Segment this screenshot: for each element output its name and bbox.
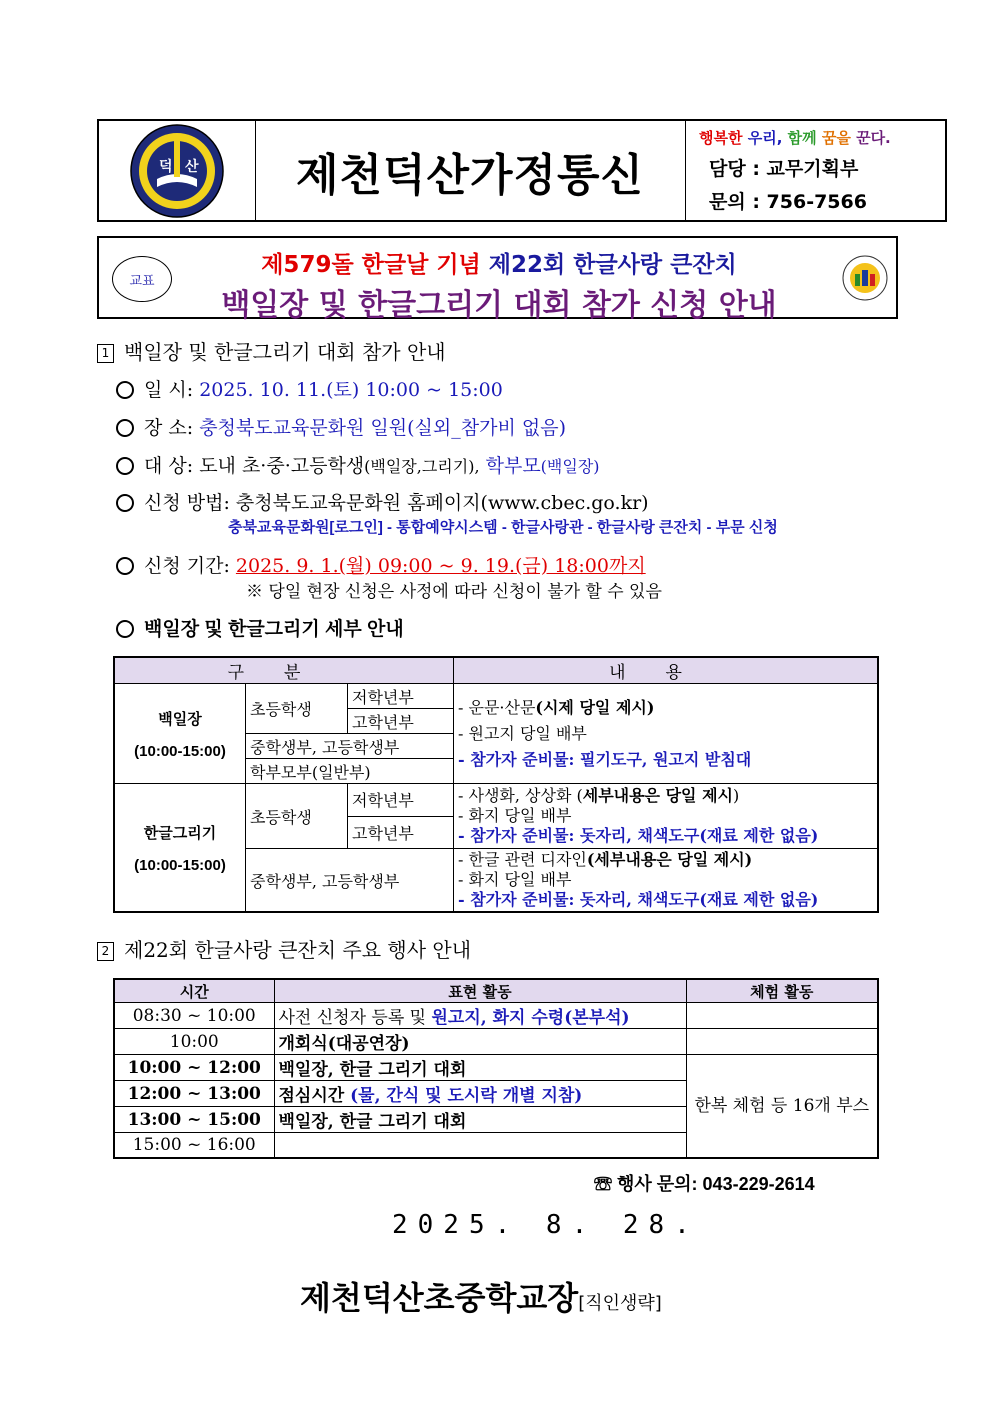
content-line: (세부내용은 당일 제시) (586, 850, 753, 869)
division-high: 고학년부 (348, 816, 454, 849)
method-label: 신청 방법: (144, 492, 230, 514)
place-line (116, 413, 566, 440)
detail-heading (116, 614, 404, 641)
bullet-circle-icon (116, 557, 134, 575)
activity-text: 사전 신청자 등록 및 (278, 1008, 432, 1028)
header-category: 구분 (114, 657, 454, 684)
target-value-2: 학부모 (485, 455, 541, 477)
activity-text: 점심시간 (278, 1086, 351, 1106)
group-elementary: 초등학생 (246, 784, 348, 849)
header-experience: 체험 활동 (686, 979, 878, 1003)
division-low: 저학년부 (348, 684, 454, 709)
banner-subtitle-red: 제579돌 한글날 기념 (261, 252, 481, 278)
target-value: 도내 초·중·고등학생 (199, 455, 365, 477)
detail-table (113, 656, 879, 913)
content-line: ) (732, 786, 740, 805)
culture-center-logo (841, 244, 889, 312)
content-line: - 운문·산문 (458, 697, 536, 717)
target-line (116, 451, 600, 478)
section-title: 제22회 한글사랑 큰잔치 주요 행사 안내 (124, 938, 472, 962)
schedule-table (113, 978, 879, 1159)
activity-cell: 백일장, 한글 그리기 대회 (274, 1055, 686, 1081)
slogan-word: 함께 (787, 129, 817, 147)
method-line (116, 488, 649, 515)
category-name: 한글그리기 (143, 824, 217, 842)
activity-cell: 백일장, 한글 그리기 대회 (274, 1107, 686, 1133)
time-cell: 10:00 ~ 12:00 (114, 1055, 274, 1081)
method-path: 충북교육문화원[로그인] - 통합예약시스템 - 한글사랑관 - 한글사랑 큰잔치 - 부문 신청 (228, 519, 778, 536)
time-cell: 08:30 ~ 10:00 (114, 1003, 274, 1029)
bullet-circle-icon (116, 494, 134, 512)
department: 담당 : 교무기획부 (709, 158, 859, 180)
slogan-word: 우리, (747, 129, 783, 147)
activity-cell (274, 1133, 686, 1159)
group-parent: 학부모부(일반부) (246, 759, 454, 784)
school-emblem-badge: 교표 (112, 256, 172, 302)
contact-phone: 문의 : 756-7566 (709, 191, 867, 213)
time-cell: 12:00 ~ 13:00 (114, 1081, 274, 1107)
period-line (116, 551, 646, 578)
experience-cell (686, 1029, 878, 1055)
school-logo (99, 121, 256, 220)
content-line: (시제 당일 제시) (535, 697, 655, 717)
slogan-word: 행복한 (699, 129, 743, 147)
target-note-2: (백일장) (540, 457, 600, 476)
group-elementary: 초등학생 (246, 684, 348, 734)
activity-text: 원고지, 화지 수령(본부석) (431, 1008, 630, 1028)
section-number: 1 (97, 344, 114, 363)
division-high: 고학년부 (348, 709, 454, 734)
experience-cell: 한복 체험 등 16개 부스 (686, 1055, 878, 1159)
bullet-circle-icon (116, 419, 134, 437)
time-cell: 10:00 (114, 1029, 274, 1055)
banner-subtitle (209, 246, 789, 279)
issue-date: 2025. 8. 28. (392, 1210, 700, 1240)
content-line: - 참가자 준비물: 돗자리, 채색도구(재료 제한 없음) (458, 890, 819, 909)
category-time: (10:00-15:00) (134, 742, 226, 760)
bullet-circle-icon (116, 381, 134, 399)
place-value: 충청북도교육문화원 일원(실외_참가비 없음) (199, 417, 566, 439)
content-line: - 참가자 준비물: 돗자리, 채색도구(재료 제한 없음) (458, 826, 819, 845)
signature-block (300, 1273, 662, 1319)
table-row (114, 1055, 878, 1081)
content-draw-2 (454, 849, 879, 913)
category-time: (10:00-15:00) (134, 856, 226, 874)
section-number: 2 (97, 942, 114, 961)
period-label: 신청 기간: (144, 555, 230, 577)
newsletter-header (97, 119, 947, 222)
event-banner (97, 236, 898, 323)
table-row (114, 1003, 878, 1029)
period-note: ※ 당일 현장 신청은 사정에 따라 신청이 불가 할 수 있음 (246, 582, 662, 602)
content-line: - 한글 관련 디자인 (458, 850, 587, 869)
section-title: 백일장 및 한글그리기 대회 참가 안내 (124, 340, 446, 364)
activity-cell: 개회식(대공연장) (274, 1029, 686, 1055)
place-label: 장 소: (144, 417, 194, 439)
target-label: 대 상: (144, 455, 194, 477)
banner-title: 백일장 및 한글그리기 대회 참가 신청 안내 (221, 288, 777, 323)
page-title: 제천덕산가정통신 (255, 121, 686, 220)
detail-title: 백일장 및 한글그리기 세부 안내 (144, 619, 404, 640)
experience-cell (686, 1003, 878, 1029)
header-info (699, 127, 949, 214)
date-label: 일 시: (144, 379, 194, 401)
section-1-heading (97, 336, 446, 365)
time-cell: 15:00 ~ 16:00 (114, 1133, 274, 1159)
content-baek (454, 684, 879, 784)
content-line: - 화지 당일 배부 (458, 806, 572, 825)
content-line: - 참가자 준비물: 필기도구, 원고지 받침대 (458, 749, 752, 769)
category-name: 백일장 (158, 710, 202, 728)
activity-cell (274, 1003, 686, 1029)
event-contact: ☏ 행사 문의: 043-229-2614 (594, 1174, 815, 1194)
bullet-circle-icon (116, 457, 134, 475)
period-value: 2025. 9. 1.(월) 09:00 ~ 9. 19.(금) 18:00까지 (235, 555, 646, 577)
target-note: (백일장,그리기), (364, 457, 480, 476)
date-value: 2025. 10. 11.(토) 10:00 ~ 15:00 (199, 379, 503, 401)
group-mid-high: 중학생부, 고등학생부 (246, 849, 454, 913)
content-line: 세부내용은 당일 제시 (582, 786, 733, 805)
logo-char-2: 산 (185, 159, 199, 175)
banner-subtitle-blue: 제22회 한글사랑 큰잔치 (488, 252, 737, 278)
header-content: 내용 (454, 657, 879, 684)
section-2-heading (97, 934, 471, 963)
signer-name: 제천덕산초중학교장 (300, 1279, 579, 1317)
content-line: - 원고지 당일 배부 (458, 723, 587, 743)
content-line: - 사생화, 상상화 ( (458, 786, 583, 805)
slogan-word: 꾼다. (856, 129, 891, 147)
category-baek (114, 684, 246, 784)
group-mid-high: 중학생부, 고등학생부 (246, 734, 454, 759)
time-cell: 13:00 ~ 15:00 (114, 1107, 274, 1133)
method-value: 충청북도교육문화원 홈페이지(www.cbec.go.kr) (235, 492, 649, 514)
slogan (699, 127, 949, 148)
content-draw (454, 784, 879, 849)
content-line: - 화지 당일 배부 (458, 870, 572, 889)
table-row (114, 1029, 878, 1055)
logo-char-1: 덕 (159, 159, 173, 175)
slogan-word: 꿈을 (821, 129, 851, 147)
activity-text: (물, 간식 및 도시락 개별 지참) (350, 1086, 583, 1106)
header-activity: 표현 활동 (274, 979, 686, 1003)
division-low: 저학년부 (348, 784, 454, 817)
activity-cell (274, 1081, 686, 1107)
category-draw (114, 784, 246, 913)
bullet-circle-icon (116, 620, 134, 638)
date-line (116, 375, 503, 402)
seal-omitted-note: [직인생략] (578, 1293, 662, 1314)
header-time: 시간 (114, 979, 274, 1003)
